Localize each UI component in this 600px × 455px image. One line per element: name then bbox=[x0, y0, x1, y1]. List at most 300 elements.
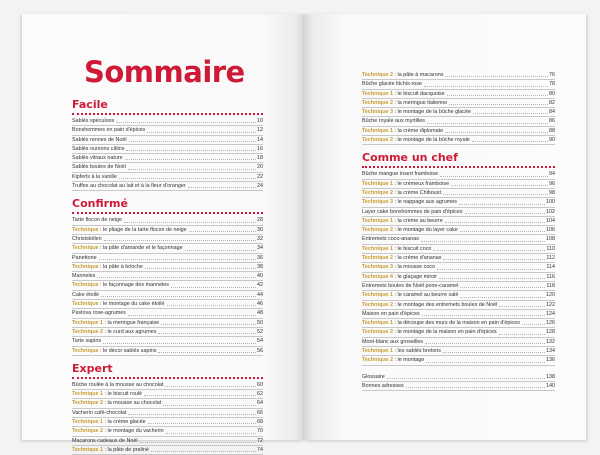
toc-entry[interactable] bbox=[362, 310, 555, 319]
entry-text: : la découpe des murs de la maison en pain d'épices bbox=[393, 320, 520, 327]
entry-text: : la pâte à brioche bbox=[98, 263, 143, 270]
right-page bbox=[304, 14, 586, 440]
page-number: 100 bbox=[546, 199, 555, 206]
dot-leader bbox=[424, 86, 548, 87]
page-number: 66 bbox=[257, 409, 263, 416]
entry-text: Manneles bbox=[72, 273, 96, 280]
technique-label: Technique 2 bbox=[362, 357, 394, 364]
entry-title bbox=[72, 126, 145, 134]
toc-section bbox=[362, 71, 555, 145]
page-number: 132 bbox=[546, 338, 555, 345]
toc-entry[interactable] bbox=[72, 409, 263, 418]
technique-label: Technique bbox=[72, 226, 99, 233]
toc-entry[interactable] bbox=[72, 163, 263, 172]
dot-leader bbox=[163, 405, 256, 406]
technique-label: Technique 2 bbox=[72, 328, 104, 335]
toc-section bbox=[72, 362, 263, 455]
entry-text: Entremets boules de Noël poire-caramel bbox=[362, 282, 459, 289]
page-number: 24 bbox=[257, 183, 263, 190]
entry-text: : le décor sablés sapins bbox=[98, 347, 157, 354]
technique-label: Technique 2 bbox=[362, 227, 394, 234]
toc-entry[interactable] bbox=[72, 136, 263, 145]
entry-text: Pavlova rose-agrumes bbox=[72, 310, 126, 317]
dot-leader bbox=[443, 194, 548, 195]
toc-entry[interactable] bbox=[72, 446, 263, 455]
entry-text: Bûche royale aux myrtilles bbox=[362, 118, 425, 125]
technique-label: Technique 1 bbox=[72, 319, 104, 326]
dot-leader bbox=[387, 378, 545, 379]
page-number: 14 bbox=[257, 136, 263, 143]
dot-leader bbox=[427, 123, 548, 124]
technique-label: Technique 1 bbox=[362, 348, 394, 355]
entry-title bbox=[72, 437, 138, 445]
toc-entry[interactable] bbox=[362, 226, 555, 235]
entry-text: : le biscuit coco bbox=[393, 245, 432, 252]
toc-entry[interactable] bbox=[72, 300, 263, 309]
dot-leader bbox=[426, 362, 545, 363]
entry-text: Vacherin café-chocolat bbox=[72, 409, 127, 416]
toc-entry[interactable] bbox=[72, 427, 263, 436]
toc-entry[interactable] bbox=[72, 182, 263, 191]
dot-leader bbox=[165, 386, 256, 387]
entry-title bbox=[72, 136, 127, 144]
section-rule bbox=[72, 113, 263, 115]
dot-leader bbox=[433, 250, 545, 251]
entry-text: : le montage de la maison en pain d'épices bbox=[393, 329, 497, 336]
dot-leader bbox=[460, 231, 545, 232]
toc-entry[interactable] bbox=[362, 217, 555, 226]
entry-text: Entremets coco-ananas bbox=[362, 236, 419, 243]
entry-text: Truffes au chocolat au lait et à la fleur d'oranger bbox=[72, 183, 186, 190]
page-number: 82 bbox=[549, 99, 555, 106]
technique-label: Technique 1 bbox=[72, 446, 104, 453]
dot-leader bbox=[451, 185, 548, 186]
technique-label: Technique 1 bbox=[362, 245, 394, 252]
toc-entry[interactable] bbox=[362, 208, 555, 217]
entry-title bbox=[362, 245, 431, 253]
entry-text: : le caramel au beurre salé bbox=[393, 292, 459, 299]
entry-title bbox=[362, 282, 458, 290]
dot-leader bbox=[437, 269, 545, 270]
entry-text: : le biscuit dacquoise bbox=[393, 90, 445, 97]
toc-entry[interactable] bbox=[362, 136, 555, 145]
technique-label: Technique 4 bbox=[362, 273, 394, 280]
entry-text: : le montage du layer cake bbox=[393, 227, 458, 234]
entry-text: Sablés spéculoos bbox=[72, 118, 115, 124]
dot-leader bbox=[104, 240, 256, 241]
page-number: 108 bbox=[546, 236, 555, 243]
toc-entry[interactable] bbox=[72, 173, 263, 182]
toc-entry[interactable] bbox=[362, 373, 555, 382]
toc-entry[interactable] bbox=[72, 117, 263, 126]
entry-title bbox=[72, 254, 97, 262]
dot-leader bbox=[522, 324, 545, 325]
toc-entry[interactable] bbox=[362, 189, 555, 198]
toc-entry[interactable] bbox=[72, 226, 263, 235]
toc-entry[interactable] bbox=[362, 71, 555, 80]
toc-entry[interactable] bbox=[362, 273, 555, 282]
entry-title bbox=[72, 390, 142, 398]
page-number: 116 bbox=[546, 273, 555, 280]
entry-title bbox=[362, 263, 435, 271]
page-number: 54 bbox=[257, 338, 263, 345]
dot-leader bbox=[185, 250, 256, 251]
page-number: 46 bbox=[257, 301, 263, 308]
toc-entry[interactable] bbox=[72, 126, 263, 135]
dot-leader bbox=[126, 150, 256, 151]
page-number: 122 bbox=[546, 301, 555, 308]
toc-entry[interactable] bbox=[362, 338, 555, 347]
dot-leader bbox=[158, 333, 256, 334]
page-number: 52 bbox=[257, 328, 263, 335]
page-number: 86 bbox=[549, 118, 555, 125]
toc-entry[interactable] bbox=[362, 291, 555, 300]
entry-text: : la meringue française bbox=[103, 319, 160, 326]
page-number: 102 bbox=[546, 208, 555, 215]
entry-text: : la mousse au chocolat bbox=[103, 400, 162, 407]
entry-text: Tarte sapins bbox=[72, 338, 102, 345]
page-number: 128 bbox=[546, 329, 555, 336]
toc-entry[interactable] bbox=[72, 272, 263, 281]
page-number: 16 bbox=[257, 145, 263, 152]
dot-leader bbox=[167, 305, 257, 306]
dot-leader bbox=[443, 352, 545, 353]
toc-entry[interactable] bbox=[72, 390, 263, 399]
dot-leader bbox=[124, 222, 256, 223]
toc-entry[interactable] bbox=[72, 399, 263, 408]
technique-label: Technique 2 bbox=[72, 428, 104, 435]
entry-text: Bûche mangue insert framboise bbox=[362, 171, 439, 178]
section-heading: Confirmé bbox=[72, 197, 128, 211]
page-number: 34 bbox=[257, 245, 263, 252]
page-number: 106 bbox=[546, 227, 555, 234]
technique-label: Technique 2 bbox=[362, 329, 394, 336]
toc-entry[interactable] bbox=[72, 381, 263, 390]
entry-title bbox=[72, 145, 124, 153]
entry-text: Bûche roulée à la mousse au chocolat bbox=[72, 381, 164, 388]
technique-label: Technique 2 bbox=[362, 99, 394, 106]
entry-text: Kipferls à la vanille bbox=[72, 173, 117, 180]
entry-title bbox=[362, 291, 458, 299]
toc-entry[interactable] bbox=[362, 347, 555, 356]
dot-leader bbox=[472, 141, 548, 142]
entry-title bbox=[362, 198, 457, 206]
dot-leader bbox=[158, 352, 256, 353]
entry-title bbox=[72, 291, 99, 299]
technique-label: Technique bbox=[72, 282, 99, 289]
toc-entry[interactable] bbox=[362, 90, 555, 99]
dot-leader bbox=[459, 204, 545, 205]
entry-title bbox=[362, 108, 471, 116]
entry-title bbox=[72, 173, 117, 181]
toc-entry[interactable] bbox=[72, 244, 263, 253]
entry-text: : la pâte à macarons bbox=[393, 72, 444, 78]
dot-leader bbox=[99, 259, 256, 260]
entry-title bbox=[362, 273, 437, 281]
dot-leader bbox=[97, 277, 256, 278]
toc-entry[interactable] bbox=[362, 254, 555, 263]
toc-entry[interactable] bbox=[362, 170, 555, 179]
dot-leader bbox=[449, 104, 548, 105]
dot-leader bbox=[128, 315, 256, 316]
entry-title bbox=[72, 319, 159, 327]
toc-entry[interactable] bbox=[72, 291, 263, 300]
entry-text: : le curd aux agrumes bbox=[103, 328, 157, 335]
entry-title bbox=[362, 347, 441, 355]
page-number: 10 bbox=[257, 118, 263, 124]
technique-label: Technique 2 bbox=[72, 400, 104, 407]
page-number: 80 bbox=[549, 90, 555, 97]
dot-leader bbox=[103, 343, 256, 344]
entry-text: Mont-blanc aux groseilles bbox=[362, 338, 424, 345]
technique-label: Technique bbox=[72, 347, 99, 354]
entry-text: : le biscuit roulé bbox=[103, 391, 143, 398]
entry-text: Maison en pain d'épices bbox=[362, 310, 420, 317]
toc-entry[interactable] bbox=[72, 235, 263, 244]
page-number: 38 bbox=[257, 263, 263, 270]
toc-entry[interactable] bbox=[72, 337, 263, 346]
right-toc-column bbox=[362, 71, 555, 391]
entry-text: : le montage de la bûche glacée bbox=[393, 109, 471, 116]
entry-title bbox=[72, 418, 146, 426]
entry-text: : le crémeux framboise bbox=[393, 180, 450, 187]
entry-title bbox=[72, 244, 183, 252]
entry-text: : la pâte d'amande et le façonnage bbox=[98, 245, 183, 252]
entry-title bbox=[362, 127, 443, 135]
page-number: 134 bbox=[546, 348, 555, 355]
entry-text: : la crème au beurre bbox=[393, 217, 443, 224]
section-heading: Facile bbox=[72, 98, 108, 111]
entry-text: : le montage du cake étoilé bbox=[98, 301, 165, 308]
entry-text: : les sablés bretons bbox=[393, 348, 442, 355]
entry-text: : le montage des entremets boules de Noël bbox=[393, 301, 498, 308]
toc-entry[interactable] bbox=[362, 235, 555, 244]
section-rule bbox=[72, 212, 263, 214]
dot-leader bbox=[148, 423, 256, 424]
entry-title bbox=[362, 208, 463, 216]
entry-title bbox=[72, 154, 123, 162]
technique-label: Technique 3 bbox=[362, 109, 394, 116]
toc-entry[interactable] bbox=[362, 263, 555, 272]
entry-text: Bonnes adresses bbox=[362, 382, 404, 389]
dot-leader bbox=[460, 287, 545, 288]
dot-leader bbox=[406, 387, 545, 388]
page-number: 20 bbox=[257, 164, 263, 171]
entry-title bbox=[362, 338, 423, 346]
left-toc-column bbox=[72, 98, 263, 455]
page-number: 96 bbox=[549, 180, 555, 187]
dot-leader bbox=[144, 395, 256, 396]
toc-entry[interactable] bbox=[72, 347, 263, 356]
dot-leader bbox=[445, 222, 545, 223]
page-number: 84 bbox=[549, 109, 555, 116]
toc-entry[interactable] bbox=[362, 108, 555, 117]
page-number: 18 bbox=[257, 155, 263, 162]
dot-leader bbox=[499, 306, 545, 307]
technique-label: Technique 3 bbox=[362, 199, 394, 206]
toc-entry[interactable] bbox=[72, 216, 263, 225]
dot-leader bbox=[125, 159, 256, 160]
toc-entry[interactable] bbox=[362, 328, 555, 337]
entry-text: Tarte flocon de neige bbox=[72, 217, 123, 224]
entry-text: Sablés vitraux nature bbox=[72, 155, 123, 162]
toc-entry[interactable] bbox=[72, 309, 263, 318]
entry-title bbox=[72, 272, 95, 280]
entry-text: Cake étoilé bbox=[72, 291, 99, 298]
page-number: 56 bbox=[257, 347, 263, 354]
toc-entry[interactable] bbox=[72, 281, 263, 290]
entry-text: Bûche glacée litchis-rose bbox=[362, 81, 422, 88]
page-number: 42 bbox=[257, 282, 263, 289]
toc-entry[interactable] bbox=[72, 254, 263, 263]
toc-entry[interactable] bbox=[362, 282, 555, 291]
toc-section bbox=[72, 197, 263, 355]
toc-entry[interactable] bbox=[362, 127, 555, 136]
page-number: 104 bbox=[546, 217, 555, 224]
entry-text: : le montage de la bûche royale bbox=[393, 137, 470, 144]
toc-entry[interactable] bbox=[362, 245, 555, 254]
page-number: 112 bbox=[546, 255, 555, 262]
entry-text: : le pliage de la tarte flocon de neige bbox=[98, 226, 187, 233]
entry-title bbox=[362, 90, 445, 98]
page-number: 120 bbox=[546, 292, 555, 299]
entry-title bbox=[362, 328, 497, 336]
toc-entry[interactable] bbox=[362, 117, 555, 126]
dot-leader bbox=[101, 296, 256, 297]
entry-text: : la pâte de praliné bbox=[103, 446, 149, 453]
entry-text: : la crème diplomate bbox=[393, 127, 444, 134]
page-number: 70 bbox=[257, 428, 263, 435]
dot-leader bbox=[171, 287, 256, 288]
entry-title bbox=[72, 381, 163, 389]
toc-entry[interactable] bbox=[72, 437, 263, 446]
entry-title bbox=[72, 235, 102, 243]
dot-leader bbox=[129, 141, 256, 142]
technique-label: Technique bbox=[72, 263, 99, 270]
technique-label: Technique 1 bbox=[362, 180, 394, 187]
entry-title bbox=[72, 300, 165, 308]
toc-section bbox=[362, 151, 555, 391]
entry-text: Sablés rennes de Noël bbox=[72, 136, 127, 143]
toc-entry[interactable] bbox=[362, 319, 555, 328]
toc-entry[interactable] bbox=[72, 145, 263, 154]
dot-leader bbox=[147, 132, 256, 133]
dot-leader bbox=[439, 278, 545, 279]
entry-text: Glossaire bbox=[362, 373, 385, 380]
entry-text: : le montage du vacherin bbox=[103, 428, 164, 435]
dot-leader bbox=[473, 113, 548, 114]
entry-text: : le montage bbox=[393, 357, 425, 364]
toc-entry[interactable] bbox=[72, 319, 263, 328]
toc-section bbox=[72, 98, 263, 191]
toc-entry[interactable] bbox=[362, 198, 555, 207]
entry-title bbox=[362, 254, 441, 262]
dot-leader bbox=[425, 343, 545, 344]
page-number: 32 bbox=[257, 235, 263, 242]
dot-leader bbox=[447, 95, 548, 96]
entry-title bbox=[362, 310, 420, 318]
section-heading: Expert bbox=[72, 361, 113, 375]
dot-leader bbox=[421, 241, 545, 242]
entry-text: : le nappage aux agrumes bbox=[393, 199, 457, 206]
page-number: 140 bbox=[546, 382, 555, 389]
entry-text: Sablés boules de Noël bbox=[72, 164, 126, 171]
dot-leader bbox=[188, 187, 256, 188]
technique-label: Technique 1 bbox=[362, 292, 394, 299]
page-number: 60 bbox=[257, 381, 263, 388]
entry-text: Macarons cadeaux de Noël bbox=[72, 437, 138, 444]
entry-title bbox=[72, 281, 169, 289]
technique-label: Technique 1 bbox=[362, 217, 394, 224]
entry-title bbox=[362, 136, 470, 144]
toc-entry[interactable] bbox=[362, 382, 555, 391]
toc-entry[interactable] bbox=[72, 263, 263, 272]
page-number: 22 bbox=[257, 173, 263, 180]
page-number: 110 bbox=[546, 245, 555, 252]
entry-text: Layer cake bonshommes de pain d'épices bbox=[362, 208, 463, 215]
toc-entry[interactable] bbox=[362, 356, 555, 365]
page-number: 118 bbox=[546, 282, 555, 289]
left-page bbox=[22, 14, 304, 453]
toc-entry[interactable] bbox=[362, 99, 555, 108]
technique-label: Technique 1 bbox=[72, 419, 104, 426]
technique-label: Technique 2 bbox=[362, 301, 394, 308]
dot-leader bbox=[445, 76, 548, 77]
page-number: 98 bbox=[549, 189, 555, 196]
technique-label: Technique bbox=[72, 245, 99, 252]
dot-leader bbox=[445, 132, 548, 133]
technique-label: Technique 1 bbox=[72, 391, 104, 398]
entry-title bbox=[362, 99, 447, 107]
entry-title bbox=[362, 80, 422, 88]
technique-label: Technique bbox=[72, 301, 99, 308]
entry-title bbox=[72, 347, 156, 355]
dot-leader bbox=[128, 414, 256, 415]
toc-entry[interactable] bbox=[362, 301, 555, 310]
toc-entry[interactable] bbox=[362, 80, 555, 89]
entry-text: : la crème glacée bbox=[103, 419, 146, 426]
entry-title bbox=[362, 117, 425, 125]
technique-label: Technique 2 bbox=[362, 189, 394, 196]
entry-title bbox=[72, 337, 101, 345]
entry-title bbox=[362, 226, 458, 234]
entry-title bbox=[362, 189, 441, 197]
entry-title bbox=[72, 409, 126, 417]
toc-entry[interactable] bbox=[72, 154, 263, 163]
dot-leader bbox=[140, 442, 256, 443]
entry-text: : le façonnage des manneles bbox=[98, 282, 169, 289]
entry-text: : la meringue italienne bbox=[393, 99, 448, 106]
entry-title bbox=[362, 217, 443, 225]
page-number: 40 bbox=[257, 273, 263, 280]
dot-leader bbox=[116, 122, 256, 123]
page-number: 124 bbox=[546, 310, 555, 317]
dot-leader bbox=[440, 176, 548, 177]
dot-leader bbox=[166, 433, 256, 434]
dot-leader bbox=[460, 297, 545, 298]
toc-entry[interactable] bbox=[72, 328, 263, 337]
entry-text: : la mousse coco bbox=[393, 264, 436, 271]
technique-label: Technique 2 bbox=[362, 255, 394, 262]
page-number: 94 bbox=[549, 171, 555, 178]
entry-title bbox=[362, 373, 385, 381]
technique-label: Technique 2 bbox=[362, 137, 394, 144]
dot-leader bbox=[443, 259, 545, 260]
toc-entry[interactable] bbox=[72, 418, 263, 427]
page-number: 78 bbox=[549, 81, 555, 88]
dot-leader bbox=[189, 231, 256, 232]
toc-entry[interactable] bbox=[362, 180, 555, 189]
